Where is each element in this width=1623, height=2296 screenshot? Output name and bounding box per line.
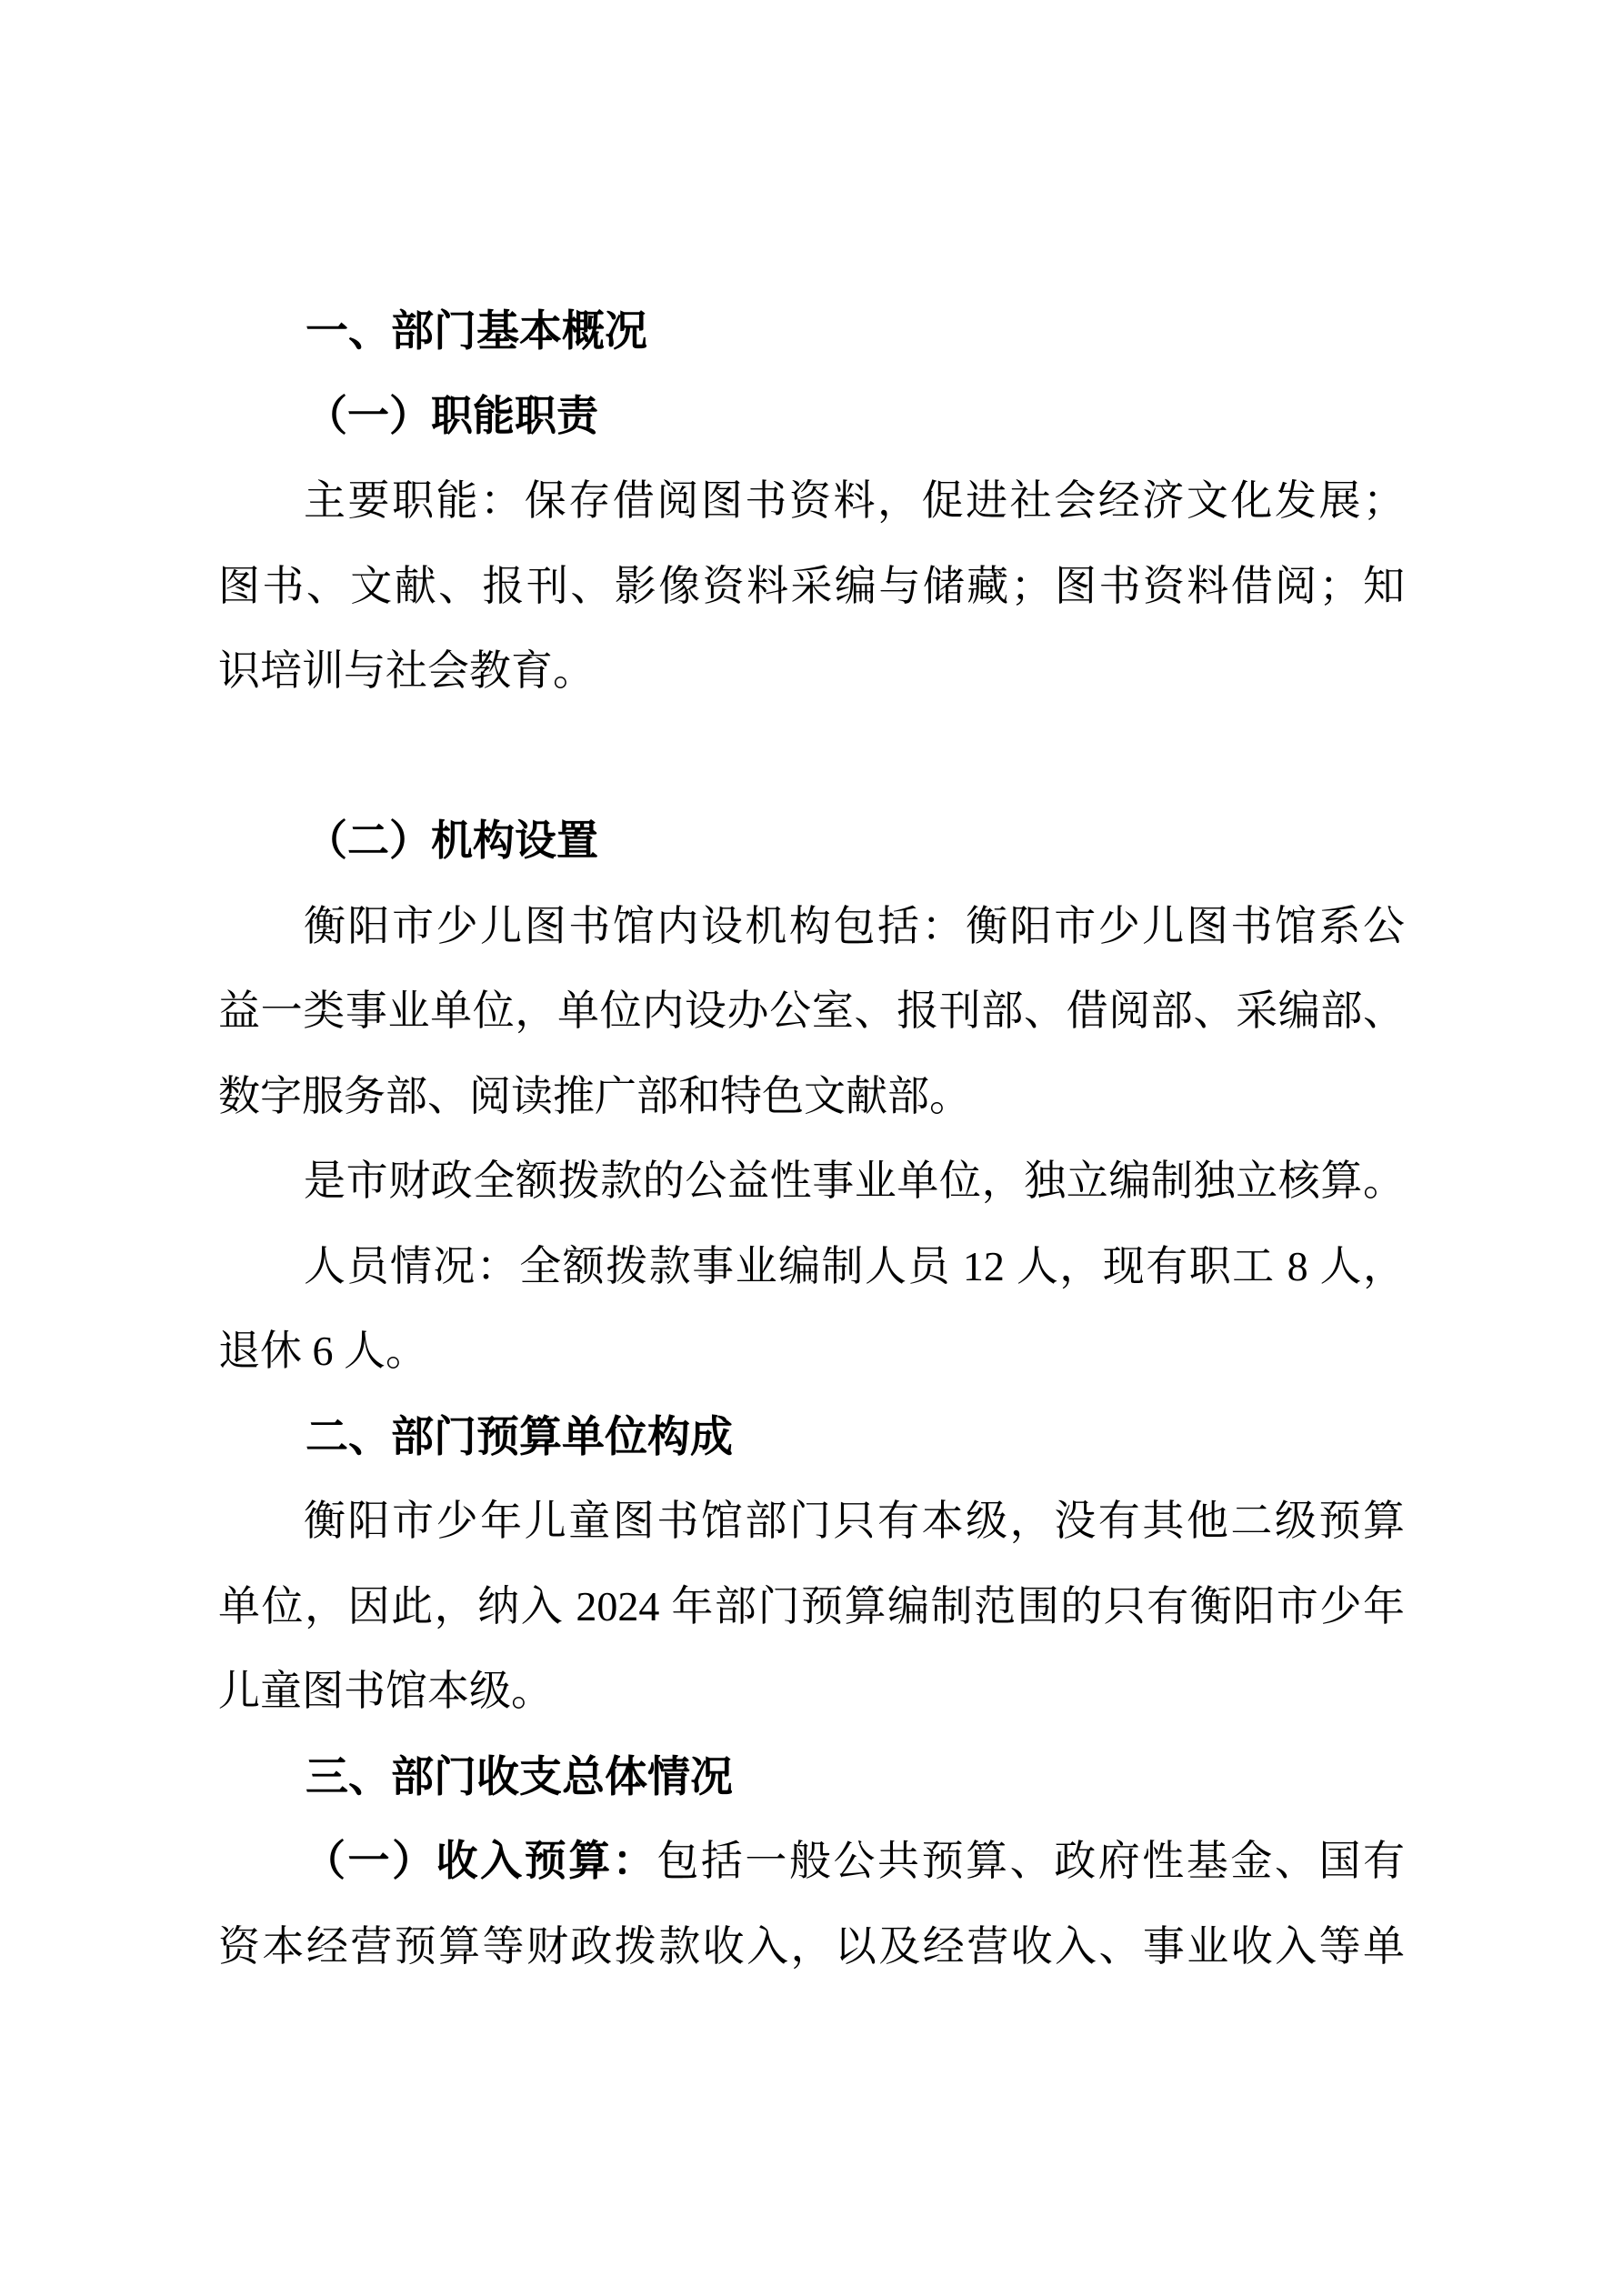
- para-staff-line-2: 退休 6 人。: [218, 1328, 427, 1374]
- para-funding-line-1: 是市财政全额拨款的公益性事业单位，独立编制独立核算。: [304, 1158, 1405, 1204]
- blank-line: [218, 714, 1405, 799]
- para-organization-line-3: 数字服务部、阅读推广部和特色文献部。: [218, 1072, 971, 1119]
- para-budget-units-line-3: 儿童图书馆本级。: [218, 1668, 553, 1714]
- income-budget-lead-label: （一）收入预算：: [304, 1838, 657, 1884]
- para-functions-line-2: 图书、文献、报刊、影像资料采编与储藏；图书资料借阅；知: [218, 562, 1405, 609]
- document-body: [218, 288, 1405, 1989]
- para-budget-units-line-1: 衡阳市少年儿童图书馆部门只有本级，没有其他二级预算: [304, 1498, 1405, 1544]
- para-organization-line-1: 衡阳市少儿图书馆内设机构包括：衡阳市少儿图书馆系公: [304, 902, 1405, 949]
- para-budget-units-line-2: 单位，因此，纳入 2024 年部门预算编制范围的只有衡阳市少年: [218, 1582, 1405, 1629]
- section-heading-2: 二、部门预算单位构成: [306, 1411, 733, 1460]
- para-functions-line-3: 识培训与社会教育。: [218, 647, 595, 694]
- section-heading-3: 三、部门收支总体情况: [306, 1751, 733, 1800]
- para-income-budget-line-2: 资本经营预算等财政拨款收入，以及经营收入、事业收入等单: [218, 1922, 1405, 1970]
- subsection-heading-1-1: （一）职能职责: [306, 392, 598, 439]
- para-organization-line-2: 益一类事业单位，单位内设办公室、报刊部、借阅部、采编部、: [218, 988, 1405, 1034]
- para-functions-line-1: 主要职能：保存借阅图书资料，促进社会经济文化发展；: [304, 477, 1405, 524]
- section-heading-1: 一、部门基本概况: [306, 306, 647, 355]
- para-staff-line-1: 人员情况：全额拨款事业编制人员 12 人，现有职工 8 人，: [304, 1242, 1405, 1289]
- para-income-budget-line-1: [218, 1819, 1405, 1904]
- income-budget-lead-text: 包括一般公共预算、政府性基金、国有: [656, 1838, 1406, 1884]
- subsection-heading-1-2: （二）机构设置: [306, 817, 598, 864]
